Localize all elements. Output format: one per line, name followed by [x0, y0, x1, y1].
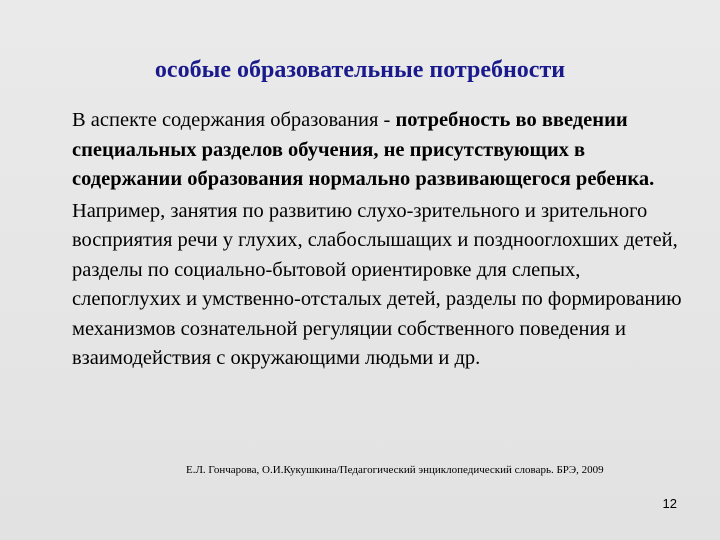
citation: Е.Л. Гончарова, О.И.Кукушкина/Педагогический энциклопедический словарь. БРЭ, 2009 — [186, 464, 604, 476]
slide-title: особые образовательные потребности — [154, 57, 566, 83]
paragraph-example: Например, занятия по развитию слухо-зрительного и зрительного восприятия речи у глухих, слабослышащих и позднооглохших детей, разделы по социально-бытовой ориентировке для слепых, слепоглухих и умственно-отсталых детей, разделы по формированию механизмов сознательной регуляции собственного поведения и взаимодействия с окружающими людьми и др. — [72, 199, 682, 369]
slide-body — [72, 106, 682, 374]
page-number: 12 — [662, 496, 677, 511]
definition-emphasis: потребность во введении специальных разделов обучения, не присутствующих в содержании образования нормально развивающегося ребенка. — [72, 109, 655, 190]
definition-intro: В аспекте содержания образования - — [72, 109, 396, 131]
paragraph-definition — [72, 106, 682, 195]
